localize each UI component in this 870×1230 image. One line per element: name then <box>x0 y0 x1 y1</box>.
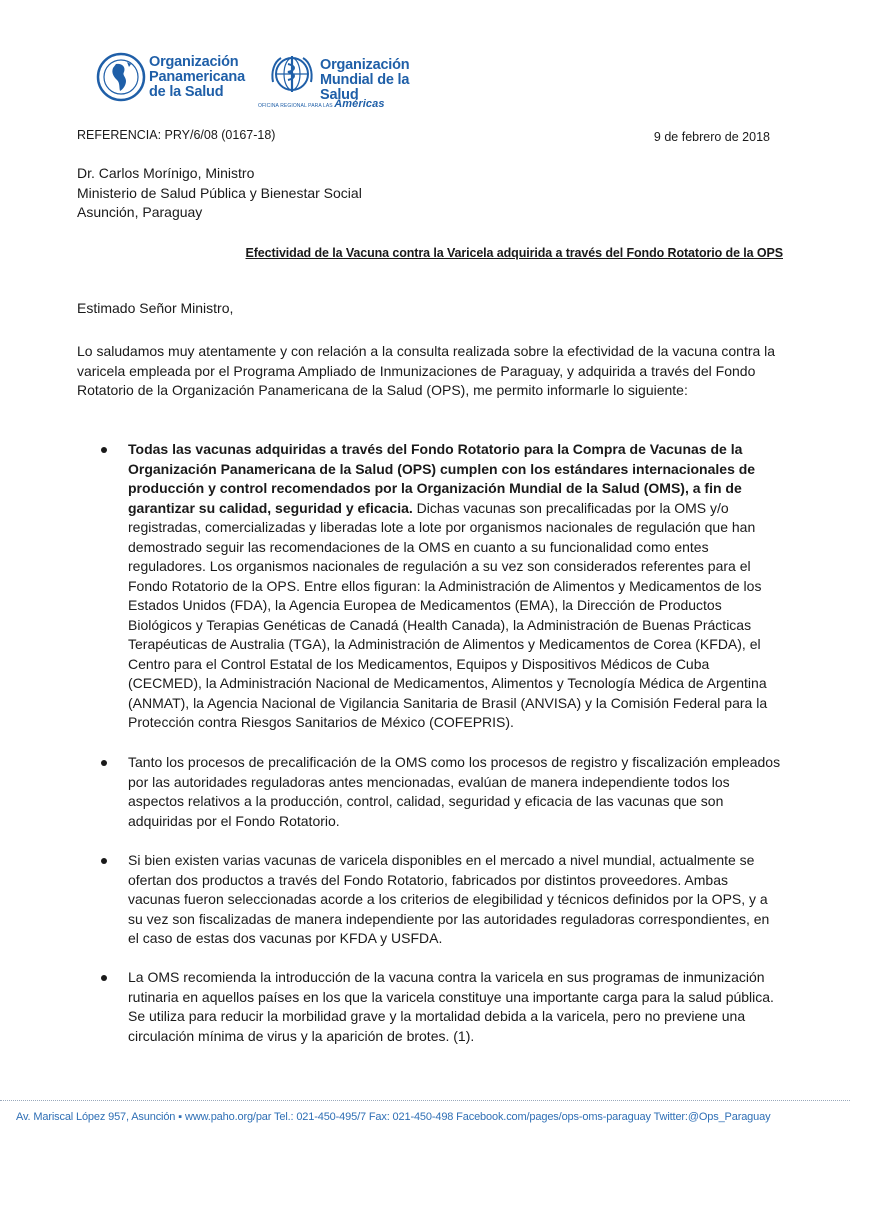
who-org-name: Organización Mundial de la Salud <box>320 57 410 103</box>
who-emblem-icon <box>268 52 316 98</box>
bullet-icon <box>101 760 107 766</box>
paho-org-name: Organización Panamericana de la Salud <box>149 54 245 100</box>
list-item-text: Tanto los procesos de precalificación de la OMS como los procesos de registro y fiscalización empleados por las autoridades reguladoras antes mencionadas, evalúan de manera independiente todos los aspectos relativos a la producción, control, calidad, seguridad y eficacia de las vacunas que son adquiridas por el Fondo Rotatorio. <box>128 754 781 829</box>
reference-number: REFERENCIA: PRY/6/08 (0167-18) <box>77 128 276 142</box>
subject-line: Efectividad de la Vacuna contra la Varicela adquirida a través del Fondo Rotatorio de la OPS <box>245 246 783 260</box>
list-item-text: Si bien existen varias vacunas de varicela disponibles en el mercado a nivel mundial, actualmente se ofertan dos productos a través del Fondo Rotatorio, fabricados por distintos proveedores. Ambas vacunas fueron seleccionadas acorde a los criterios de elegibilidad y técnicos definidos por la OPS, y a su vez son fiscalizadas de manera independiente por las autoridades reguladoras correspondientes, en el caso de estas dos vacunas por KFDA y USFDA. <box>128 852 770 946</box>
list-item <box>128 968 784 1046</box>
paho-logo <box>96 52 246 108</box>
letter-date: 9 de febrero de 2018 <box>653 130 770 144</box>
recipient-block <box>77 164 362 223</box>
list-item-text: Dichas vacunas son precalificadas por la OMS y/o registradas, comercializadas y liberadas lote a lote por organismos nacionales de regulación que han demostrado seguir las recomendaciones de la OMS en cuanto a su funcionalidad como entes reguladores. Los organismos nacionales de regulación a su vez son considerados referentes para el Fondo Rotatorio de la OPS. Entre ellos figuran: la Administración de Alimentos y Medicamentos de los Estados Unidos (FDA), la Agencia Europea de Medicamentos (EMA), la Dirección de Productos Biológicos y Terapias Genéticas de Canadá (Health Canada), la Administración de Buenas Prácticas Terapéuticas de Australia (TGA), la Administración de Alimentos y Medicamentos de Corea (KFDA), el Centro para el Control Estatal de los Medicamentos, Equipos y Dispositivos Médicos de Cuba (CECMED), la Administración Nacional de Medicamentos, Alimentos y Tecnología Médica de Argentina (ANMAT), la Agencia Nacional de Vigilancia Sanitaria de Brasil (ANVISA) y la Comisión Federal para la Protección contra Riesgos Sanitarios de México (COFEPRIS). <box>128 499 768 730</box>
footer-contact: www.paho.org/par Tel.: 021-450-495/7 Fax: 021-450-498 Facebook.com/pages/ops-oms-paraguay Twitter:@Ops_Paraguay <box>185 1111 771 1123</box>
paho-emblem-icon <box>96 52 146 102</box>
list-item <box>128 440 784 733</box>
bullet-icon <box>101 975 107 981</box>
who-regional-office: OFICINA REGIONAL PARA LAS Américas <box>258 98 385 110</box>
recipient-line: Asunción, Paraguay <box>77 204 203 220</box>
recipient-line: Dr. Carlos Morínigo, Ministro <box>77 165 255 181</box>
bullet-icon <box>101 858 107 864</box>
list-item <box>128 851 784 949</box>
recipient-line: Ministerio de Salud Pública y Bienestar Social <box>77 184 362 201</box>
bullet-icon <box>101 447 107 453</box>
intro-paragraph: Lo saludamos muy atentamente y con relación a la consulta realizada sobre la efectividad de la vacuna contra la varicela empleada por el Programa Ampliado de Inmunizaciones de Paraguay, y adquirida a través del Fondo Rotatorio de la Organización Panamericana de la Salud (OPS), me permito informarle lo siguiente: <box>77 343 776 398</box>
who-logo <box>258 52 448 114</box>
list-item-bold: Todas las vacunas adquiridas a través del Fondo Rotatorio para la Compra de Vacunas de la Organización Panamericana de la Salud (OPS) cumplen con los estándares internacionales de producción y control recomendados por la Organización Mundial de la Salud (OMS), a fin de garantizar su calidad, seguridad y eficacia. <box>128 441 756 516</box>
footer <box>16 1111 856 1123</box>
list-item-text: La OMS recomienda la introducción de la vacuna contra la varicela en sus programas de inmunización rutinaria en aquellos países en los que la varicela constituye una importante carga para la salud pública. Se utiliza para reducir la morbilidad grave y la mortalidad debida a la varicela, pero no previene una circulación mínima de virus y la aparición de brotes. (1). <box>128 969 774 1044</box>
footer-address: Av. Mariscal López 957, Asunción <box>16 1111 176 1123</box>
footer-separator-icon: ▪ <box>178 1111 183 1123</box>
footer-divider <box>0 1100 850 1101</box>
salutation: Estimado Señor Ministro, <box>77 300 234 316</box>
list-item <box>128 753 784 831</box>
